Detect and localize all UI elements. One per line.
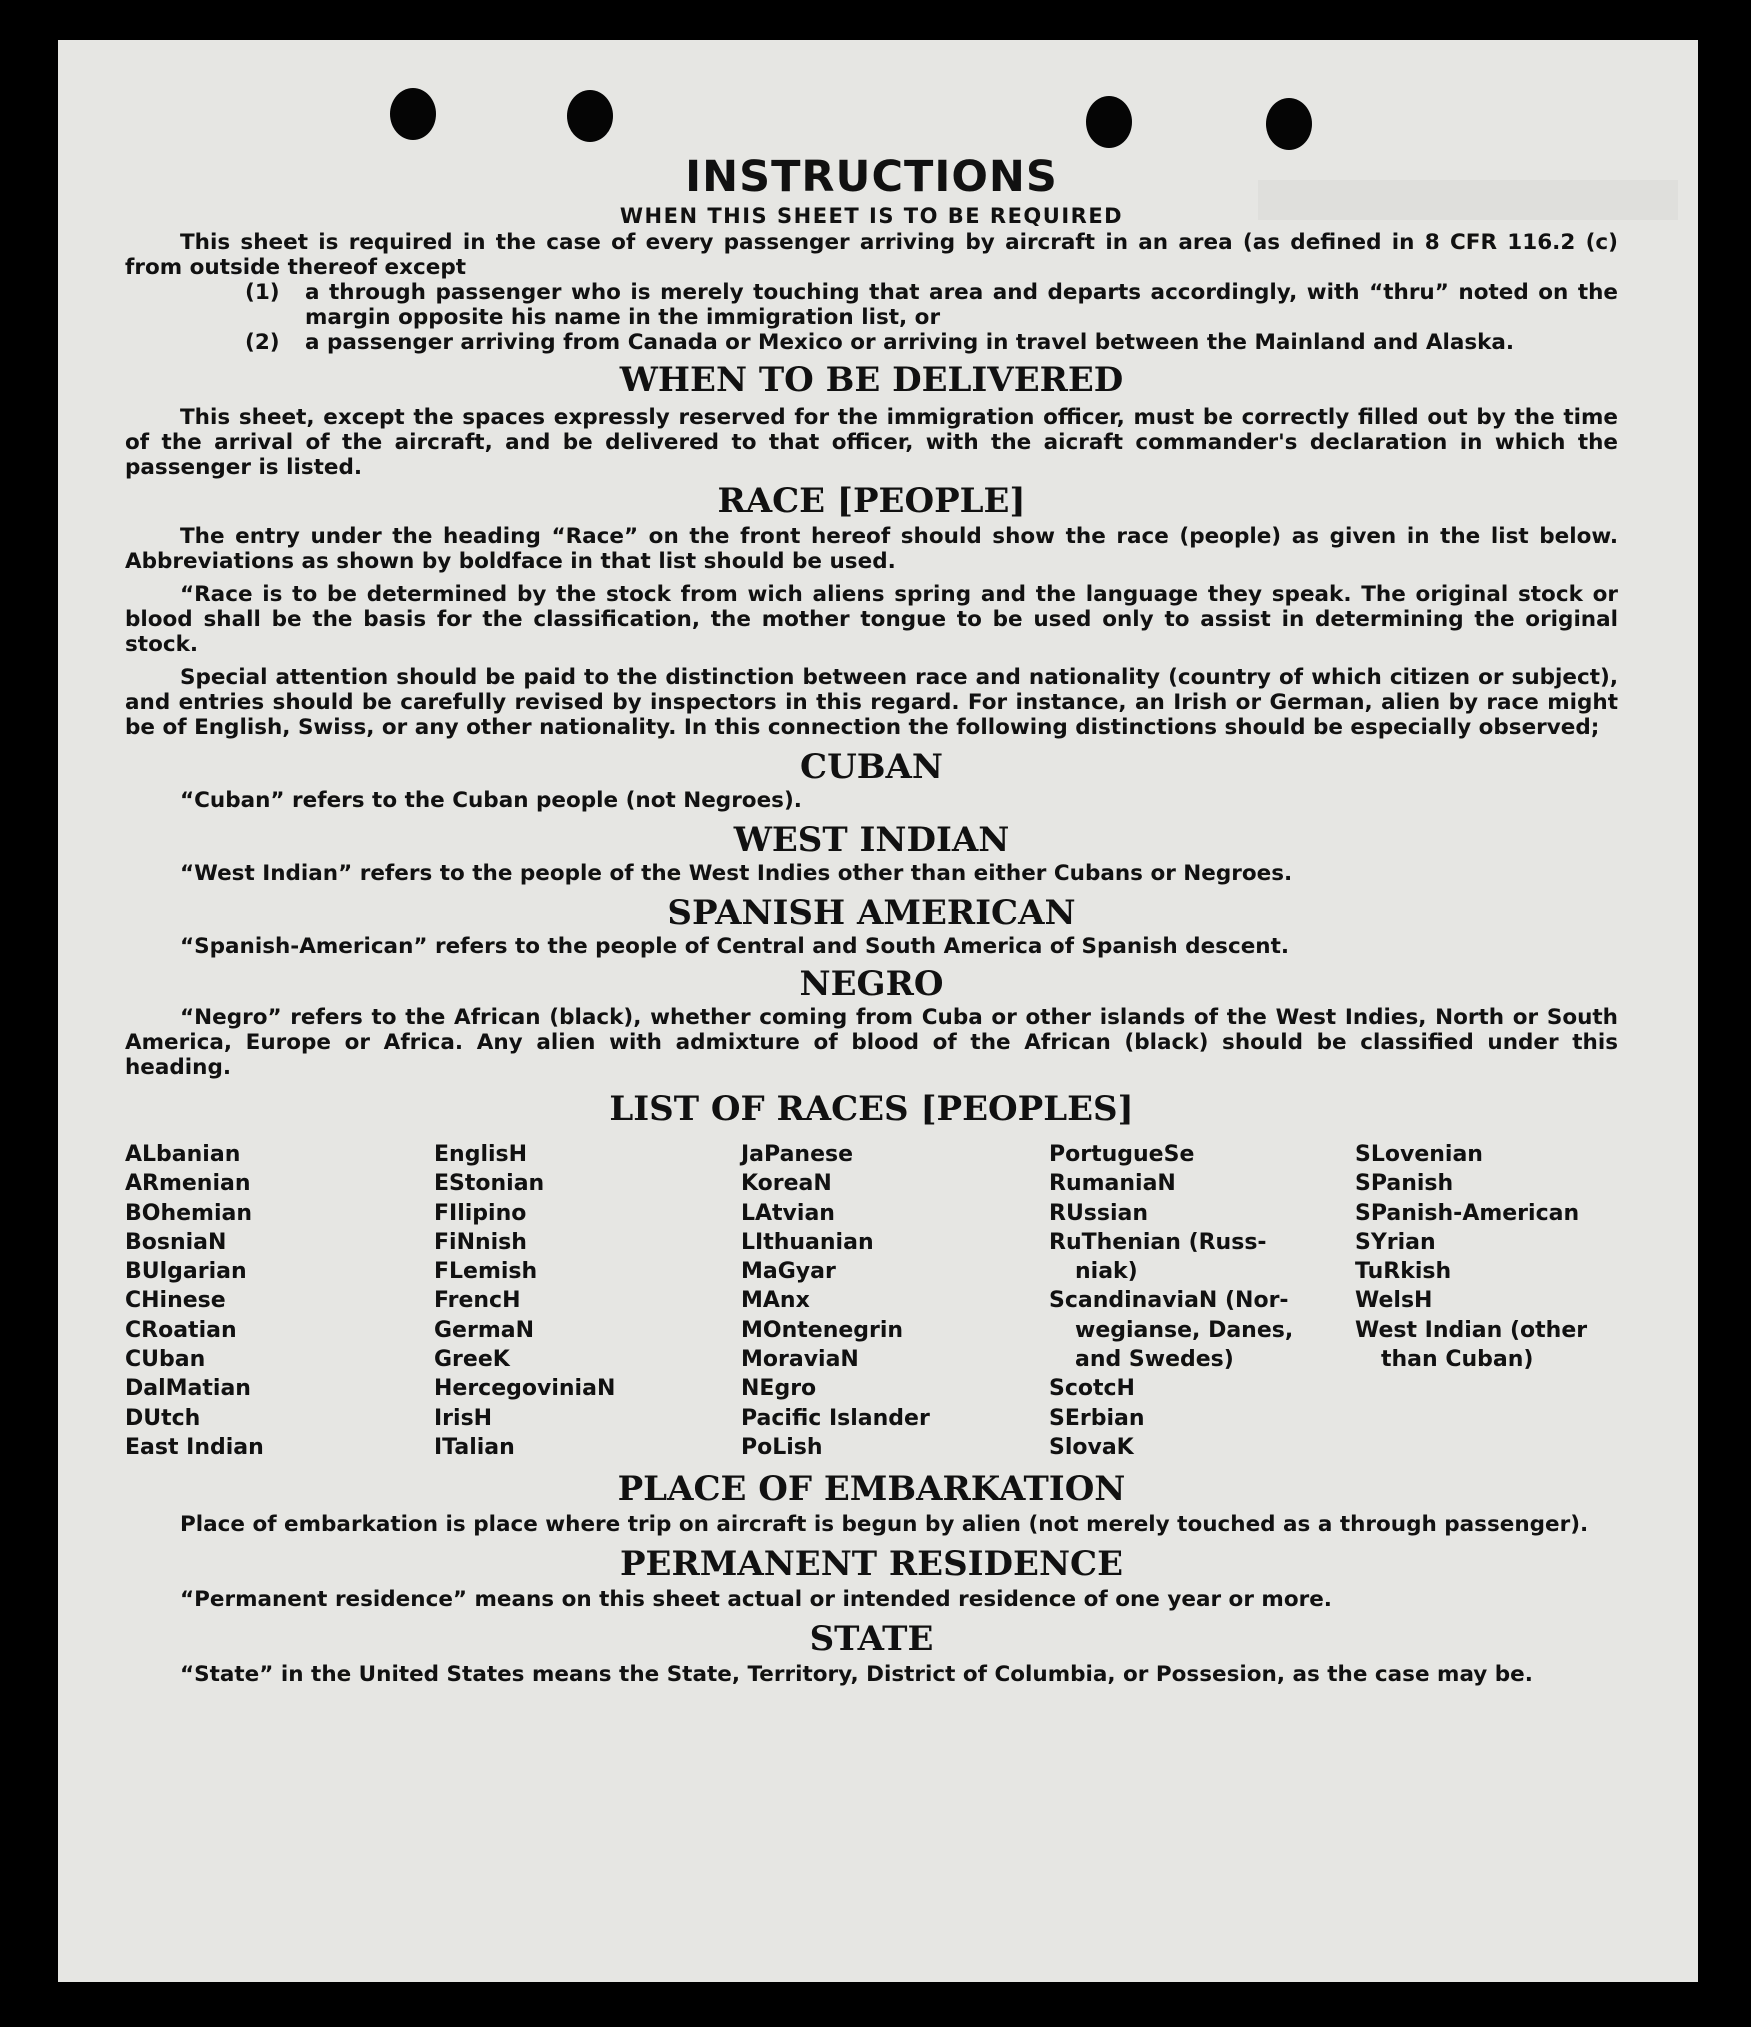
race-entry: KoreaN [741, 1171, 832, 1197]
race-entry: LAtvian [741, 1200, 835, 1226]
page-title: INSTRUCTIONS [685, 152, 1058, 202]
race-entry: ARmenian [125, 1171, 251, 1197]
race-entry: FIlipino [434, 1200, 527, 1226]
state-paragraph: “State” in the United States means the State, Territory, District of Columbia, or Possesion, as the case may be. [180, 1662, 1533, 1688]
punch-hole [1086, 96, 1132, 148]
section-heading-race-list: LIST OF RACES [PEOPLES] [609, 1089, 1134, 1129]
race-entry: than Cuban) [1381, 1347, 1534, 1373]
race-column [434, 1140, 741, 1462]
race-entry: CHinese [125, 1288, 226, 1314]
intro-paragraph: This sheet is required in the case of every passenger arriving by aircraft in an area (as defined in 8 CFR 116.2 (c) from outside thereof except [125, 230, 1618, 280]
section-heading-state: STATE [809, 1619, 934, 1660]
delivered-paragraph: This sheet, except the spaces expressly reserved for the immigration officer, must be correctly filled out by the time of the arrival of the aircraft, and be delivered to that officer, with the aicraft commander's declaration in which the passenger is listed. [125, 405, 1618, 480]
race-entry: West Indian (other [1355, 1317, 1588, 1343]
race-entry: SPanish-American [1355, 1200, 1580, 1226]
race-entry: ScandinaviaN (Nor- [1049, 1288, 1289, 1314]
negro-paragraph: “Negro” refers to the African (black), whether coming from Cuba or other islands of the West Indies, North or South America, Europe or Africa. Any alien with admixture of blood of the African (black) should be classified under this heading. [125, 1005, 1618, 1080]
page-subtitle: WHEN THIS SHEET IS TO BE REQUIRED [619, 204, 1124, 228]
punch-hole [390, 88, 436, 140]
section-heading-cuban: CUBAN [800, 747, 943, 787]
race-entry: and Swedes) [1075, 1347, 1234, 1373]
race-entry: BOhemian [125, 1200, 253, 1226]
section-heading-negro: NEGRO [799, 964, 944, 1004]
section-heading-residence: PERMANENT RESIDENCE [619, 1544, 1124, 1585]
race-entry: DalMatian [125, 1376, 251, 1402]
race-entry: CRoatian [125, 1317, 237, 1343]
residence-paragraph: “Permanent residence” means on this sheet actual or intended residence of one year or more. [180, 1587, 1332, 1613]
exception-number: (2) [245, 330, 280, 355]
race-entry: EnglisH [434, 1142, 528, 1167]
race-entry: ITalian [434, 1434, 515, 1460]
race-entry: PoLish [741, 1434, 823, 1460]
section-heading-west-indian: WEST INDIAN [733, 820, 1010, 860]
race-entry: ALbanian [125, 1142, 241, 1167]
race-entry: MOntenegrin [741, 1317, 904, 1343]
race-entry: MaGyar [741, 1259, 836, 1285]
race-entry: SYrian [1355, 1229, 1436, 1255]
race-entry: NEgro [741, 1376, 817, 1402]
race-column [125, 1140, 434, 1462]
race-entry: MAnx [741, 1288, 810, 1314]
instructions-content [125, 152, 1618, 1687]
section-heading-race: RACE [PEOPLE] [717, 481, 1026, 521]
race-entry: FLemish [434, 1259, 538, 1285]
race-column [1049, 1140, 1355, 1462]
race-entry: BosniaN [125, 1229, 227, 1255]
spanish-american-paragraph: “Spanish-American” refers to the people of Central and South America of Spanish descent. [180, 934, 1290, 959]
race-entry: GreeK [434, 1347, 510, 1373]
exception-item [245, 330, 1618, 355]
section-heading-embarkation: PLACE OF EMBARKATION [617, 1469, 1126, 1510]
punch-hole [1266, 98, 1312, 150]
race-entry: niak) [1075, 1259, 1138, 1285]
section-heading-delivered: WHEN TO BE DELIVERED [619, 360, 1124, 400]
race-entry: HercegoviniaN [434, 1376, 616, 1402]
race-entry: EStonian [434, 1171, 545, 1197]
race-paragraph-2: “Race is to be determined by the stock from wich aliens spring and the language they speak. The original stock or blood shall be the basis for the classification, the mother tongue to be used only to assist in determining the original stock. [125, 582, 1618, 657]
exception-text: a through passenger who is merely touching that area and departs accordingly, with “thru” noted on the margin opposite his name in the immigration list, or [305, 280, 1618, 330]
race-entry: RUssian [1049, 1200, 1149, 1226]
race-entry: BUlgarian [125, 1259, 247, 1285]
race-entry: IrisH [434, 1405, 493, 1431]
cuban-paragraph: “Cuban” refers to the Cuban people (not Negroes). [180, 788, 802, 813]
race-list [125, 1140, 1618, 1462]
race-entry: DUtch [125, 1405, 201, 1431]
race-entry: MoraviaN [741, 1347, 859, 1373]
race-column [741, 1140, 1049, 1462]
race-column [1355, 1140, 1618, 1462]
race-entry: SPanish [1355, 1171, 1454, 1197]
section-heading-spanish-american: SPANISH AMERICAN [667, 893, 1076, 933]
race-entry: TuRkish [1355, 1259, 1452, 1285]
race-entry: RumaniaN [1049, 1171, 1176, 1197]
embarkation-paragraph: Place of embarkation is place where trip on aircraft is begun by alien (not merely touched as a through passenger). [180, 1512, 1589, 1538]
exception-text: a passenger arriving from Canada or Mexico or arriving in travel between the Mainland and Alaska. [305, 330, 1515, 355]
race-entry: WelsH [1355, 1288, 1433, 1314]
race-entry: CUban [125, 1347, 206, 1373]
race-entry: LIthuanian [741, 1229, 874, 1255]
race-entry: FrencH [434, 1288, 521, 1314]
race-entry: wegianse, Danes, [1075, 1317, 1294, 1343]
punch-hole [567, 90, 613, 142]
exception-number: (1) [245, 280, 280, 305]
race-entry: RuThenian (Russ- [1049, 1229, 1267, 1255]
race-paragraph-1: The entry under the heading “Race” on the front hereof should show the race (people) as given in the list below. Abbreviations as shown by boldface in that list should be used. [125, 524, 1618, 574]
race-entry: SErbian [1049, 1405, 1145, 1431]
race-paragraph-3: Special attention should be paid to the distinction between race and nationality (country of which citizen or subject), and entries should be carefully revised by inspectors in this regard. For instance, an Irish or German, alien by race might be of English, Swiss, or any other nationality. In this connection the following distinctions should be especially observed; [125, 665, 1618, 740]
race-entry: GermaN [434, 1317, 535, 1343]
west-indian-paragraph: “West Indian” refers to the people of the West Indies other than either Cubans or Negroes. [180, 861, 1293, 886]
document-page [58, 40, 1698, 1982]
race-entry: East Indian [125, 1434, 264, 1460]
race-entry: FiNnish [434, 1229, 527, 1255]
race-entry: SLovenian [1355, 1142, 1483, 1167]
race-entry: PortugueSe [1049, 1142, 1195, 1167]
race-entry: ScotcH [1049, 1376, 1135, 1402]
race-entry: Pacific Islander [741, 1405, 930, 1431]
exception-item [245, 280, 1618, 330]
race-entry: SlovaK [1049, 1434, 1134, 1460]
race-entry: JaPanese [741, 1142, 854, 1167]
